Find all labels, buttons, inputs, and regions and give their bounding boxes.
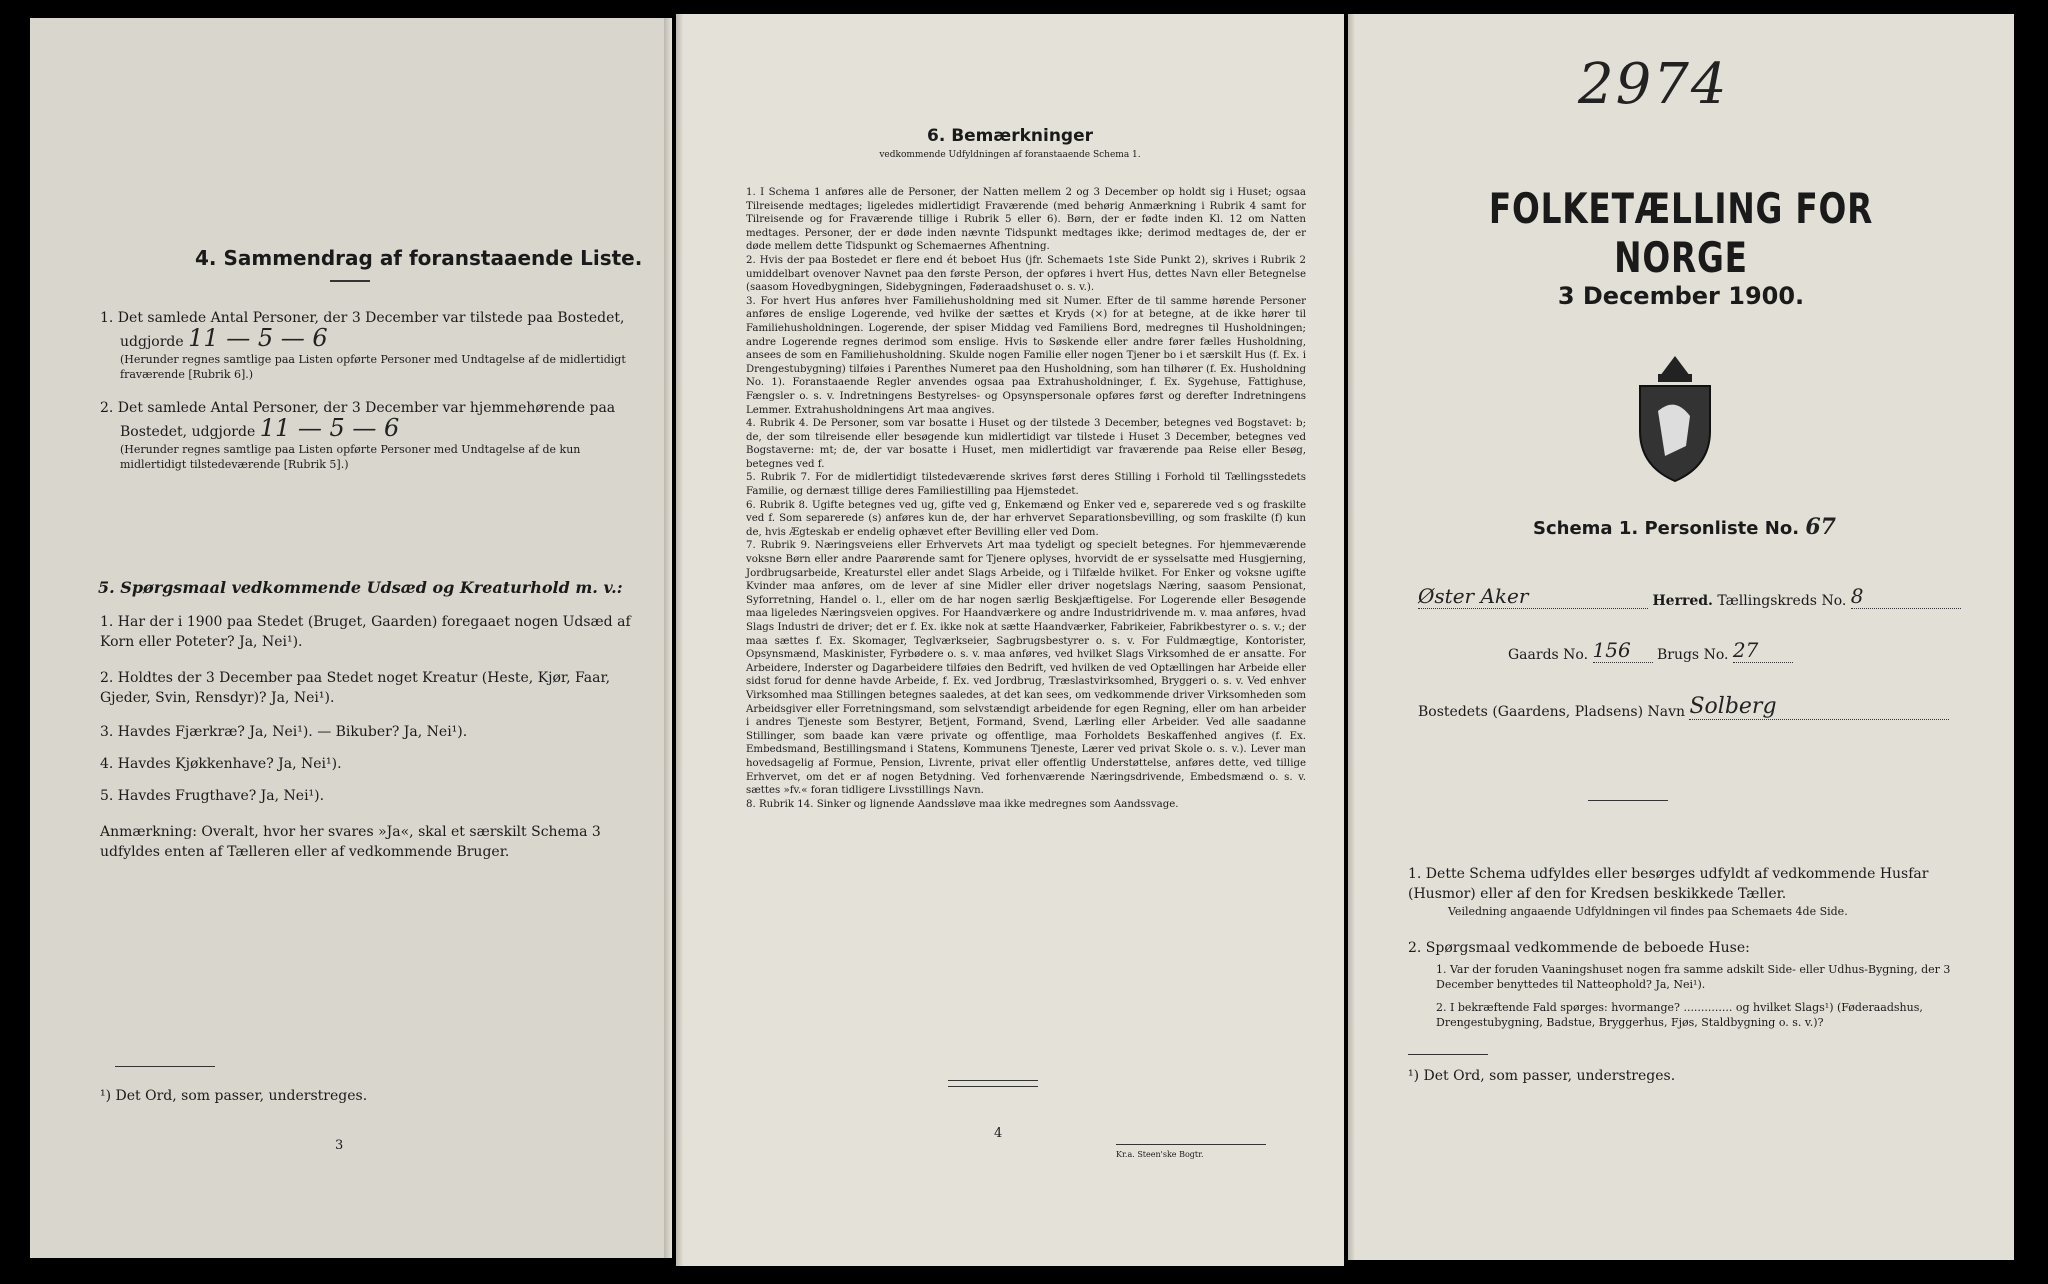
herred-label: Herred. bbox=[1652, 593, 1713, 609]
page-fold bbox=[1348, 14, 1356, 1260]
remarks-subtitle: vedkommende Udfyldningen af foranstaaende Schema 1. bbox=[879, 150, 1141, 160]
note1-text: 1. Dette Schema udfyldes eller besørges udfyldt af vedkommende Husfar (Husmor) eller af den for Kredsen beskikkede Tæller. bbox=[1408, 866, 1929, 902]
remark-item: 3. For hvert Hus anføres hver Familiehusholdning med sit Numer. Efter de til samme hørende Personer anføres de enslige Logerende, ved hvilke der sættes et Kryds (×) for at betegne, at de ikke hører til Familiehusholdningen. Logerende, der spiser Middag ved Familiens Bord, medregnes til Husholdningen; andre Logerende regnes derimod som enslige. Hvis to Søskende eller andre fører fælles Husholdning, ansees de som en Familiehusholdning. Skulde nogen Familie eller nogen Tjener bo i et særskilt Hus (f. Ex. i Drengestubygning) tilføies i Parenthes Numeret paa den Husholdning, som han tilhører (f. Ex. Husholdning No. 1). Foranstaaende Regler anvendes ogsaa paa Extrahusholdninger, f. Ex. Sygehuse, Fattighuse, Fængsler o. s. v. Indretningens Bestyrelses- og Opsynspersonale opføres først og derefter Indretningens Lemmer. Extrahusholdningens Art maa angives. bbox=[746, 295, 1306, 416]
note2-item-1: 1. Var der foruden Vaaningshuset nogen fra samme adskilt Side- eller Udhus-Bygning, der 3 December benyttedes til Natteophold? Ja, Nei¹). bbox=[1436, 963, 1951, 991]
personliste-number: 67 bbox=[1805, 514, 1836, 540]
bosted-label: Bostedets (Gaardens, Pladsens) Navn bbox=[1418, 704, 1686, 720]
footnote: ¹) Det Ord, som passer, understreges. bbox=[1408, 1068, 1676, 1084]
page-1 bbox=[1348, 14, 2014, 1260]
herred-line bbox=[1418, 584, 1961, 609]
item2-label: Bostedet, udgjorde bbox=[120, 424, 256, 440]
divider bbox=[1588, 800, 1668, 801]
remark-item: 6. Rubrik 8. Ugifte betegnes ved ug, gifte ved g, Enkemænd og Enker ved e, separerede ved s og fraskilte ved f. Som separerede (s) anføres kun de, der har erhvervet Separationsbevilling, og som fraskilte (f) kun de, hvis Ægteskab er endelig ophævet efter Bevilling eller ved Dom. bbox=[746, 499, 1306, 538]
kreds-label: Tællingskreds No. bbox=[1717, 593, 1847, 609]
question-2: 2. Holdtes der 3 December paa Stedet noget Kreatur (Heste, Kjør, Faar, Gjeder, Svin, Rensdyr)? Ja, Nei¹). bbox=[100, 670, 611, 706]
gaards-value: 156 bbox=[1593, 638, 1653, 663]
remarks-title: 6. Bemærkninger bbox=[926, 126, 1094, 146]
section-4-title: 4. Sammendrag af foranstaaende Liste. bbox=[195, 246, 643, 270]
footnote-rule bbox=[1408, 1054, 1488, 1055]
kreds-value: 8 bbox=[1851, 584, 1961, 609]
divider bbox=[330, 280, 370, 282]
page-4 bbox=[676, 14, 1344, 1266]
remark-item: 2. Hvis der paa Bostedet er flere end ét beboet Hus (jfr. Schemaets 1ste Side Punkt 2), skrives i Rubrik 2 umiddelbart ovenover Navnet paa den første Person, der opføres i hvert Hus, dettes Navn eller Betegnelse (saasom Hovedbygningen, Sidebygningen, Føderaadshuset o. s. v.). bbox=[746, 254, 1306, 294]
page-fold bbox=[676, 14, 684, 1266]
item2-text: 2. Det samlede Antal Personer, der 3 December var hjemmehørende paa bbox=[100, 400, 616, 416]
remark: Anmærkning: Overalt, hvor her svares »Ja«, skal et særskilt Schema 3 udfyldes enten af Tælleren eller af vedkommende Bruger. bbox=[100, 824, 601, 860]
remark-item: 1. I Schema 1 anføres alle de Personer, der Natten mellem 2 og 3 December op holdt sig i Huset; ogsaa Tilreisende medtages; ligeledes midlertidigt Fraværende (med behørig Anmærkning i Rubrik 4 samt for Tilreisende og for Fraværende tillige i Rubrik 5 eller 6). Børn, der er fødte inden Kl. 12 om Natten medtages. Personer, der er døde inden nævnte Tidspunkt medtages ikke; derimod medtages de, der er døde mellem dette Tidspunkt og Schemaernes Afhentning. bbox=[746, 187, 1306, 253]
item1-label: udgjorde bbox=[120, 334, 184, 350]
remarks-list bbox=[746, 186, 1306, 811]
summary-item-1 bbox=[100, 308, 640, 382]
footnote-rule bbox=[115, 1066, 215, 1067]
divider bbox=[948, 1086, 1038, 1087]
divider bbox=[948, 1080, 1038, 1081]
schema-line bbox=[1533, 514, 1836, 540]
page-number: 4 bbox=[994, 1126, 1003, 1141]
page-number: 3 bbox=[335, 1138, 344, 1153]
question-1: 1. Har der i 1900 paa Stedet (Bruget, Gaarden) foregaaet nogen Udsæd af Korn eller Poteter? Ja, Nei¹). bbox=[100, 614, 631, 650]
question-3: 3. Havdes Fjærkræ? Ja, Nei¹). — Bikuber? Ja, Nei¹). bbox=[100, 724, 468, 740]
remark-item: 8. Rubrik 14. Sinker og lignende Aandssløve maa ikke medregnes som Aandssvage. bbox=[746, 798, 1179, 810]
note-1 bbox=[1408, 864, 1968, 919]
footnote: ¹) Det Ord, som passer, understreges. bbox=[100, 1088, 368, 1104]
question-4: 4. Havdes Kjøkkenhave? Ja, Nei¹). bbox=[100, 756, 342, 772]
norway-coat-of-arms-icon bbox=[1620, 346, 1730, 486]
section-5-title: 5. Spørgsmaal vedkommende Udsæd og Kreaturhold m. v.: bbox=[98, 578, 623, 597]
brugs-label: Brugs No. bbox=[1656, 647, 1729, 663]
item1-text: 1. Det samlede Antal Personer, der 3 December var tilstede paa Bostedet, bbox=[100, 310, 625, 326]
remark-item: 7. Rubrik 9. Næringsveiens eller Erhvervets Art maa tydeligt og specielt betegnes. For hjemmeværende voksne Børn eller andre Paarørende samt for Tjenere oplyses, hvorvidt de er sysselsatte med Husgjerning, Jordbrugsarbeide, Kreaturstel eller andet Slags Arbeide, og i Tilfælde hvilket. For Enker og voksne ugifte Kvinder maa anføres, om de lever af sine Midler eller driver nogetslags Næring, saasom Pensionat, Syforretning, Handel o. l., eller om de har nogen særlig Beskjæftigelse. For Logerende eller Besøgende maa ligeledes Næringsveien opgives. For Haandværkere og andre Industridrivende m. v. maa anføres, hvad Slags Industri de driver; det er f. Ex. ikke nok at sætte Haandværker, Fabrikeier, Fabrikbestyrer o. s. v.; der maa sættes f. Ex. Skomager, Teglværkseier, Sagbrugsbestyrer o. s. v. For Fuldmægtige, Kontorister, Opsynsmænd, Maskinister, Fyrbødere o. s. v. maa anføres, ved hvilket Slags Virksomhed de er ansatte. For Arbeidere, Inderster og Dagarbeidere tilføies den Bedrift, ved hvilken de ved Optællingen har Arbeide eller sidst forud for denne havde Arbeide, f. Ex. ved Jordbrug, Træslastvirksomhed, Bryggeri o. s. v. Ved enhver Virksomhed maa Stillingen betegnes saaledes, at det kan sees, om vedkommende driver Virksomheden som Arbeidsgiver eller Forretningsmand, som selvstændigt arbeidende for egen Regning, eller om han arbeider i andres Tjeneste som Bestyrer, Betjent, Formand, Svend, Lærling eller Arbeider. Ved alle saadanne Stillinger, som baade kan være private og offentlige, maa Forholdets Beskaffenhed angives (f. Ex. Embedsmand, Bestillingsmand i Statens, Kommunens Tjeneste, Lærer ved privat Skole o. s. v.). Lever man hovedsagelig af Formue, Pension, Livrente, privat eller offentlig Understøttelse, anføres dette, ved tillige Erhvervet, om det er af nogen Betydning. Ved forhenværende Næringsdrivende, Embedsmænd o. s. v. sættes »fv.« foran tidligere Livsstillings Navn. bbox=[746, 540, 1306, 797]
gaards-label: Gaards No. bbox=[1508, 647, 1589, 663]
note1-sub: Veiledning angaaende Udfyldningen vil findes paa Schemaets 4de Side. bbox=[1448, 905, 1848, 918]
brugs-value: 27 bbox=[1733, 638, 1793, 663]
item1-handwritten: 11 — 5 — 6 bbox=[188, 324, 328, 352]
remark-item: 4. Rubrik 4. De Personer, som var bosatte i Huset og der tilstede 3 December, betegnes ved Bogstavet: b; de, der som tilreisende eller besøgende kun midlertidigt var tilstede i Huset 3 December, betegnes ved Bogstaverne: mt; de, der var bosatte i Huset, men midlertidigt var fraværende paa Reise eller Besøg, betegnes ved f. bbox=[746, 418, 1306, 470]
bosted-line bbox=[1418, 694, 1949, 720]
summary-item-2 bbox=[100, 398, 640, 472]
note2-text: 2. Spørgsmaal vedkommende de beboede Huse: bbox=[1408, 940, 1750, 956]
question-5: 5. Havdes Frugthave? Ja, Nei¹). bbox=[100, 788, 325, 804]
form-title: FOLKETÆLLING FOR NORGE bbox=[1488, 184, 1874, 282]
printer-rule bbox=[1116, 1144, 1266, 1145]
handwritten-archive-number: 2974 bbox=[1578, 52, 1729, 117]
note2-item-2: 2. I bekræftende Fald spørges: hvormange? .............. og hvilket Slags¹) (Føderaadshus, Drengestubygning, Badstue, Bryggerhus, Fjøs, Staldbygning o. s. v.)? bbox=[1436, 1001, 1923, 1029]
page-fold bbox=[664, 18, 672, 1258]
remark-item: 5. Rubrik 7. For de midlertidigt tilstedeværende skrives først deres Stilling i Forhold til Tællingsstedets Familie, og dernæst tillige deres Familiestilling paa Hjemstedet. bbox=[746, 472, 1306, 498]
schema-label: Schema 1. Personliste No. bbox=[1533, 518, 1800, 539]
item1-note: (Herunder regnes samtlige paa Listen opførte Personer med Undtagelse af de midlertidigt fraværende [Rubrik 6].) bbox=[120, 353, 626, 381]
printer-mark: Kr.a. Steen'ske Bogtr. bbox=[1116, 1150, 1204, 1159]
item2-note: (Herunder regnes samtlige paa Listen opførte Personer med Undtagelse af de kun midlertidigt tilstedeværende [Rubrik 5].) bbox=[120, 443, 581, 471]
herred-value: Øster Aker bbox=[1418, 584, 1648, 609]
page-3 bbox=[30, 18, 672, 1258]
census-date: 3 December 1900. bbox=[1557, 282, 1805, 310]
item2-handwritten: 11 — 5 — 6 bbox=[259, 414, 400, 442]
note-2 bbox=[1408, 938, 1968, 1030]
gaards-line bbox=[1508, 638, 1793, 663]
bosted-value: Solberg bbox=[1689, 694, 1949, 720]
